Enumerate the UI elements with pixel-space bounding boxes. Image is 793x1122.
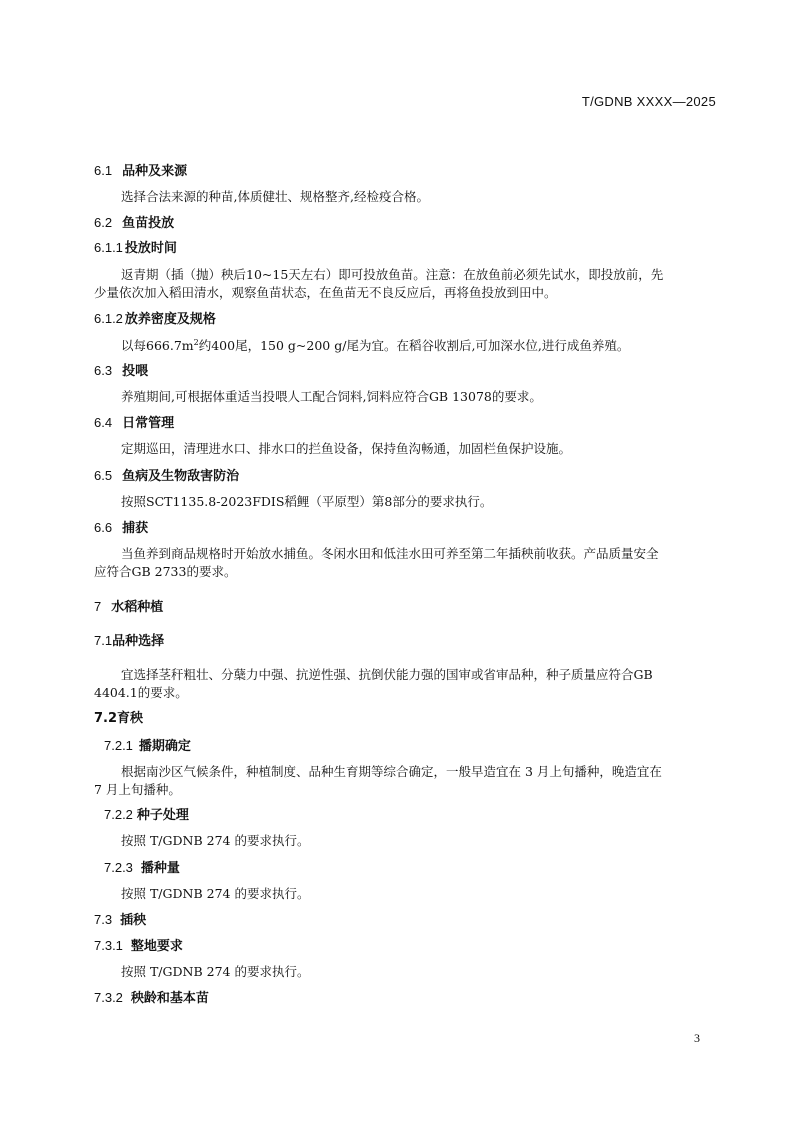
- heading-6-6: [94, 520, 148, 537]
- section-title: 播期确定: [138, 739, 191, 754]
- section-number: 7.3: [94, 912, 113, 927]
- section-title: 鱼病及生物敌害防治: [122, 469, 240, 484]
- heading-7-1: [94, 633, 164, 650]
- paragraph-6-3: 养殖期间,可根据体重适当投喂人工配合饲料,饲料应符合GB 13078的要求。: [121, 389, 542, 404]
- heading-6-3: [94, 363, 148, 380]
- heading-6-2: [94, 215, 174, 232]
- section-number: 6.1.1: [94, 240, 123, 255]
- heading-6-1-1: [94, 240, 177, 257]
- paragraph-7-2-1-line2: 7 月上旬播种。: [94, 782, 181, 797]
- section-title: 放养密度及规格: [124, 312, 216, 327]
- paragraph-7-2-1-line1: 根据南沙区气候条件，种植制度、品种生育期等综合确定，一般早造宜在 3 月上旬播种，晚造宜在: [121, 764, 662, 779]
- section-title: 投放时间: [124, 241, 177, 256]
- section-title: 日常管理: [122, 416, 175, 431]
- heading-6-4: [94, 415, 174, 432]
- paragraph-7-3-1: 按照 T/GDNB 274 的要求执行。: [121, 964, 310, 979]
- paragraph-7-2-3: 按照 T/GDNB 274 的要求执行。: [121, 886, 310, 901]
- document-code: T/GDNB XXXX—2025: [581, 94, 716, 109]
- paragraph-6-1-1-line1: 返青期（插（抛）秧后10~15天左右）即可投放鱼苗。注意：在放鱼前必须先试水，即投放前，先: [121, 267, 664, 282]
- section-title: 捕获: [122, 521, 149, 536]
- section-number: 6.4: [94, 415, 113, 430]
- paragraph-6-1-1-line2: 少量依次加入稻田清水，观察鱼苗状态，在鱼苗无不良反应后，再将鱼投放到田中。: [94, 285, 557, 300]
- heading-7-3-2: [94, 990, 209, 1007]
- page-number: 3: [694, 1031, 700, 1045]
- section-number: 7.2.1: [104, 738, 133, 753]
- section-number: 6.1: [94, 163, 113, 178]
- heading-7-2: 7.2育秧: [94, 711, 144, 726]
- section-title: 种子处理: [136, 808, 189, 823]
- section-number: 7.2.3: [104, 860, 133, 875]
- superscript: 2: [193, 337, 199, 347]
- section-number: 6.2: [94, 215, 113, 230]
- heading-7-3: [94, 912, 146, 929]
- section-number: 6.5: [94, 468, 113, 483]
- section-number: 6.1.2: [94, 311, 123, 326]
- section-title: 品种选择: [112, 634, 165, 649]
- heading-6-5: [94, 468, 239, 485]
- paragraph-text: 以每666.7m: [121, 338, 194, 353]
- section-number: 6.6: [94, 520, 113, 535]
- paragraph-7-2-2: 按照 T/GDNB 274 的要求执行。: [121, 833, 310, 848]
- heading-7-2-2: [104, 807, 189, 824]
- section-title: 品种及来源: [122, 164, 188, 179]
- section-title: 秧龄和基本苗: [130, 991, 209, 1006]
- section-title: 整地要求: [130, 939, 183, 954]
- section-number: 6.3: [94, 363, 113, 378]
- paragraph-7-1-line2: 4404.1的要求。: [94, 685, 188, 700]
- heading-7-2-1: [104, 738, 191, 755]
- paragraph-6-4: 定期巡田，清理进水口、排水口的拦鱼设备，保持鱼沟畅通，加固栏鱼保护设施。: [121, 441, 572, 456]
- paragraph-6-1-2: [121, 338, 629, 354]
- section-number: 7: [94, 599, 102, 614]
- section-number: 7.2.2: [104, 807, 133, 822]
- paragraph-6-6-line2: 应符合GB 2733的要求。: [94, 564, 237, 579]
- heading-7: [94, 599, 163, 616]
- heading-6-1: [94, 163, 187, 180]
- section-number: 7.3.1: [94, 938, 123, 953]
- paragraph-6-1: 选择合法来源的种苗,体质健壮、规格整齐,经检疫合格。: [121, 189, 429, 204]
- section-title: 水稻种植: [111, 600, 164, 615]
- heading-7-2-3: [104, 860, 180, 877]
- heading-7-3-1: [94, 938, 183, 955]
- section-title: 播种量: [140, 861, 180, 876]
- paragraph-7-1-line1: 宜选择茎秆粗壮、分蘖力中强、抗逆性强、抗倒伏能力强的国审或省审品种，种子质量应符合GB: [121, 667, 653, 682]
- section-number: 7.3.2: [94, 990, 123, 1005]
- heading-6-1-2: [94, 311, 216, 328]
- paragraph-6-6-line1: 当鱼养到商品规格时开始放水捕鱼。冬闲水田和低洼水田可养至第二年插秧前收获。产品质量安全: [121, 546, 659, 561]
- section-title: 鱼苗投放: [122, 216, 175, 231]
- section-title: 插秧: [120, 913, 147, 928]
- section-number: 7.1: [94, 633, 113, 648]
- paragraph-text: 约400尾，150 g~200 g/尾为宜。在稻谷收割后,可加深水位,进行成鱼养殖。: [198, 338, 630, 353]
- section-title: 投喂: [122, 364, 149, 379]
- paragraph-6-5: 按照SCT1135.8-2023FDIS稻鲤（平原型）第8部分的要求执行。: [121, 494, 493, 509]
